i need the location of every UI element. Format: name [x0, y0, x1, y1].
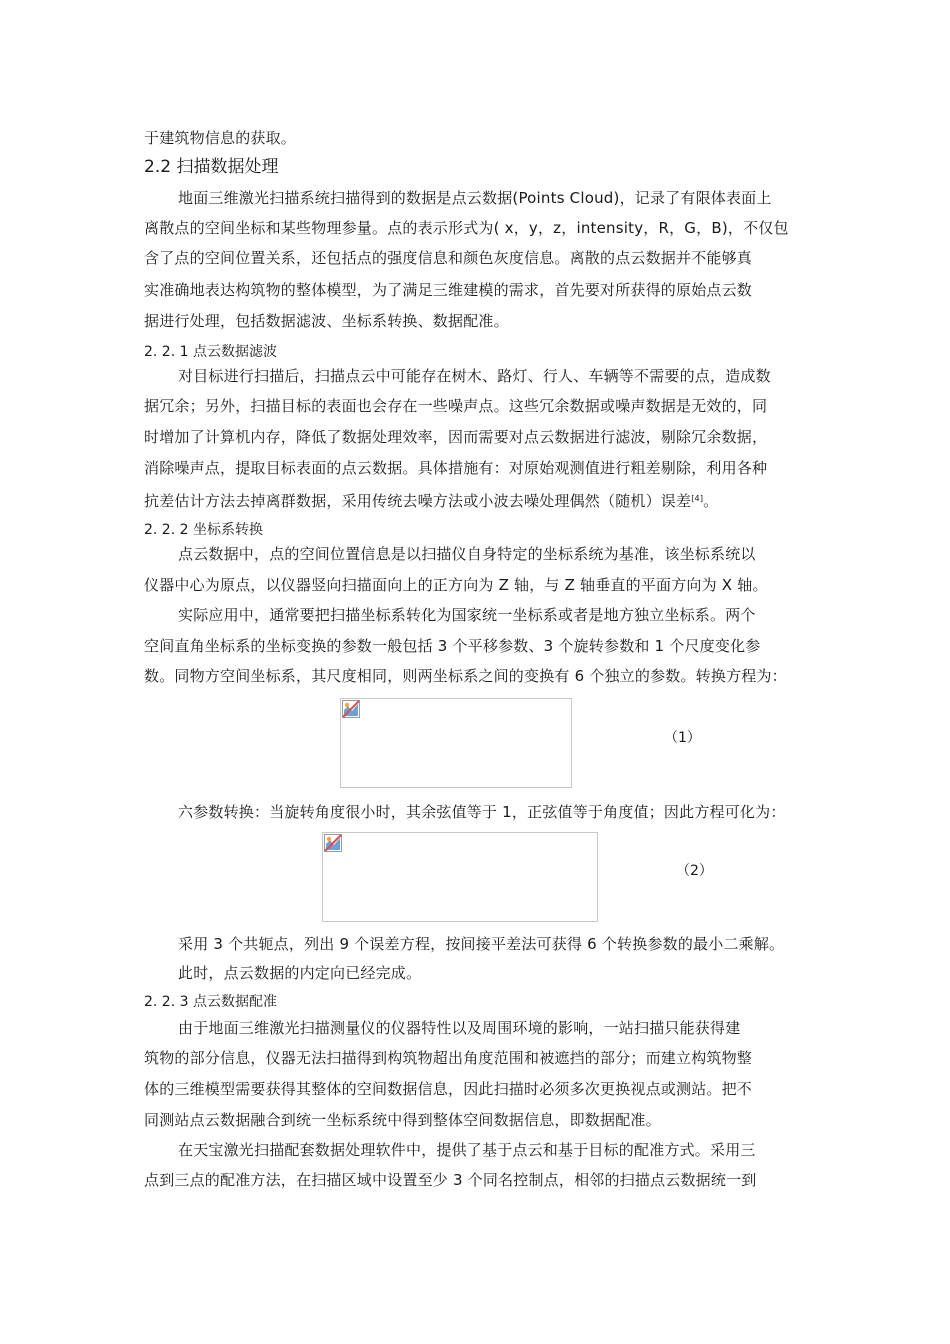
paragraph-line: 空间直角坐标系的坐标变换的参数一般包括 3 个平移参数、3 个旋转参数和 1 个尺度变化参 — [144, 637, 761, 655]
section-heading-2-2: 2.2 扫描数据处理 — [144, 157, 279, 177]
paragraph-line: 实准确地表达构筑物的整体模型，为了满足三维建模的需求，首先要对所获得的原始点云数 — [144, 281, 753, 299]
paragraph-line: 离散点的空间坐标和某些物理参量。点的表示形式为( x，y，z，intensity，R，G，B)，不仅包 — [144, 219, 789, 237]
paragraph-line: 筑物的部分信息，仪器无法扫描得到构筑物超出角度范围和被遮挡的部分；而建立构筑物整 — [144, 1049, 753, 1067]
subsection-heading-2-2-2: 2. 2. 2 坐标系转换 — [144, 522, 263, 538]
paragraph-line: 点到三点的配准方法，在扫描区域中设置至少 3 个同名控制点，相邻的扫描点云数据统一到 — [144, 1171, 757, 1189]
paragraph-line: 据进行处理，包括数据滤波、坐标系转换、数据配准。 — [144, 312, 509, 330]
equation-image-placeholder — [340, 698, 572, 788]
subsection-heading-2-2-3: 2. 2. 3 点云数据配准 — [144, 994, 277, 1010]
equation-number: （2） — [676, 863, 713, 879]
paragraph-line: 仪器中心为原点，以仪器竖向扫描面向上的正方向为 Z 轴，与 Z 轴垂直的平面方向为 X 轴。 — [144, 576, 768, 594]
paragraph-line — [144, 489, 814, 511]
paragraph-line: 此时，点云数据的内定向已经完成。 — [178, 964, 422, 982]
paragraph-line: 实际应用中，通常要把扫描坐标系转化为国家统一坐标系或者是地方独立坐标系。两个 — [178, 606, 756, 624]
paragraph-line: 时增加了计算机内存，降低了数据处理效率，因而需要对点云数据进行滤波，剔除冗余数据， — [144, 428, 768, 446]
citation-reference[interactable]: [4] — [691, 494, 704, 503]
paragraph-line: 地面三维激光扫描系统扫描得到的数据是点云数据(Points Cloud)，记录了有限体表面上 — [178, 189, 772, 207]
paragraph-line: 点云数据中，点的空间位置信息是以扫描仪自身特定的坐标系统为基准，该坐标系统以 — [178, 545, 756, 563]
paragraph-line: 同测站点云数据融合到统一坐标系统中得到整体空间数据信息，即数据配准。 — [144, 1111, 661, 1129]
paragraph-line: 消除噪声点，提取目标表面的点云数据。具体措施有：对原始观测值进行粗差剔除，利用各种 — [144, 459, 768, 477]
paragraph-line: 体的三维模型需要获得其整体的空间数据信息，因此扫描时必须多次更换视点或测站。把不 — [144, 1080, 753, 1098]
paragraph-text: 抗差估计方法去掉离群数据，采用传统去噪方法或小波去噪处理偶然（随机）误差 — [144, 492, 692, 510]
broken-image-icon — [324, 834, 342, 852]
paragraph-line: 采用 3 个共轭点，列出 9 个误差方程，按间接平差法可获得 6 个转换参数的最小二乘解。 — [178, 935, 785, 953]
paragraph-line: 据冗余；另外，扫描目标的表面也会存在一些噪声点。这些冗余数据或噪声数据是无效的，同 — [144, 397, 768, 415]
paragraph-line: 六参数转换：当旋转角度很小时，其余弦值等于 1，正弦值等于角度值；因此方程可化为： — [178, 803, 786, 821]
paragraph-line: 数。同物方空间坐标系，其尺度相同，则两坐标系之间的变换有 6 个独立的参数。转换方程为： — [144, 667, 787, 685]
paragraph-line: 于建筑物信息的获取。 — [144, 129, 297, 147]
paragraph-text: 。 — [703, 492, 719, 510]
paragraph-line: 在天宝激光扫描配套数据处理软件中，提供了基于点云和基于目标的配准方式。采用三 — [178, 1141, 756, 1159]
broken-image-icon — [342, 700, 360, 718]
paragraph-line: 由于地面三维激光扫描测量仪的仪器特性以及周围环境的影响，一站扫描只能获得建 — [178, 1019, 741, 1037]
equation-number: （1） — [664, 730, 701, 746]
equation-image-placeholder — [322, 832, 598, 922]
subsection-heading-2-2-1: 2. 2. 1 点云数据滤波 — [144, 344, 277, 360]
paragraph-line: 含了点的空间位置关系，还包括点的强度信息和颜色灰度信息。离散的点云数据并不能够真 — [144, 249, 753, 267]
paragraph-line: 对目标进行扫描后，扫描点云中可能存在树木、路灯、行人、车辆等不需要的点，造成数 — [178, 367, 771, 385]
